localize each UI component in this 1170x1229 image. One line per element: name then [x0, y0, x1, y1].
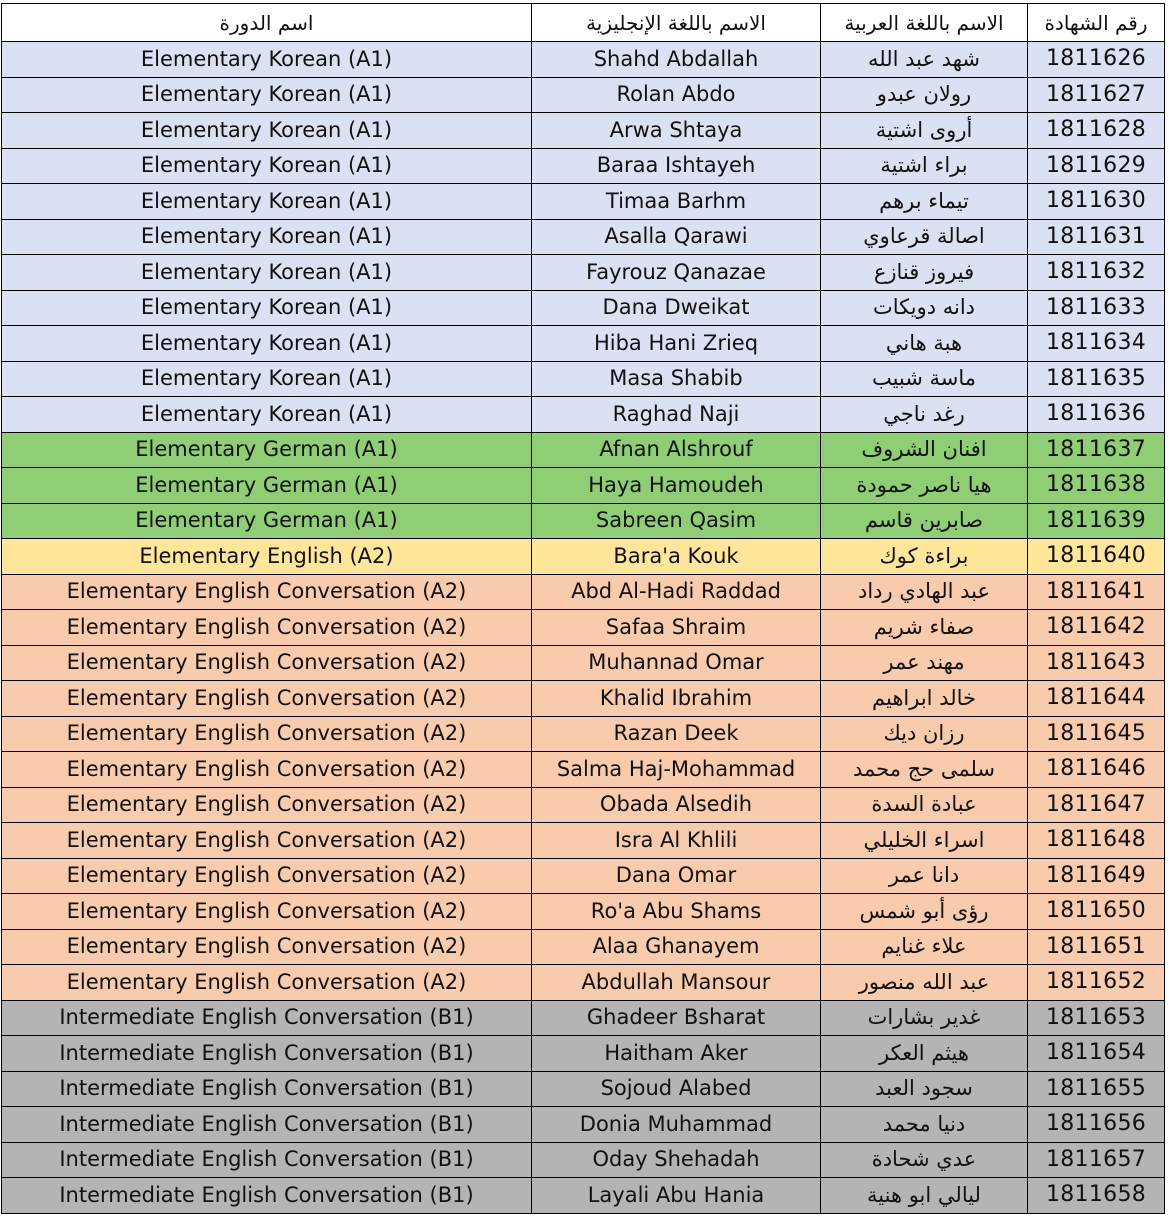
cert-no-cell: 1811626	[1028, 42, 1165, 78]
name-en-cell: Isra Al Khlili	[532, 823, 821, 859]
cert-no-cell: 1811643	[1028, 645, 1165, 681]
table-row	[2, 77, 1165, 113]
course-cell: Intermediate English Conversation (B1)	[2, 1142, 532, 1178]
name-en-cell: Baraa Ishtayeh	[532, 148, 821, 184]
header-name-ar: الاسم باللغة العربية	[821, 4, 1028, 42]
name-en-cell: Abd Al-Hadi Raddad	[532, 574, 821, 610]
table-row	[2, 823, 1165, 859]
table-row	[2, 716, 1165, 752]
course-cell: Elementary Korean (A1)	[2, 148, 532, 184]
name-ar-cell: عدي شحادة	[821, 1142, 1028, 1178]
name-en-cell: Muhannad Omar	[532, 645, 821, 681]
name-ar-cell: علاء غنايم	[821, 929, 1028, 965]
table-row	[2, 1178, 1165, 1214]
cert-no-cell: 1811628	[1028, 113, 1165, 149]
table-row	[2, 503, 1165, 539]
name-ar-cell: براءة كوك	[821, 539, 1028, 575]
course-cell: Elementary English Conversation (A2)	[2, 858, 532, 894]
course-cell: Elementary English Conversation (A2)	[2, 823, 532, 859]
table-row	[2, 645, 1165, 681]
table-row	[2, 1142, 1165, 1178]
name-en-cell: Layali Abu Hania	[532, 1178, 821, 1214]
cert-no-cell: 1811636	[1028, 397, 1165, 433]
name-ar-cell: رؤى أبو شمس	[821, 894, 1028, 930]
name-en-cell: Haya Hamoudeh	[532, 468, 821, 504]
name-en-cell: Masa Shabib	[532, 361, 821, 397]
cert-no-cell: 1811645	[1028, 716, 1165, 752]
cert-no-cell: 1811649	[1028, 858, 1165, 894]
name-ar-cell: شهد عبد الله	[821, 42, 1028, 78]
cert-no-cell: 1811658	[1028, 1178, 1165, 1214]
name-ar-cell: مهند عمر	[821, 645, 1028, 681]
certificates-table	[1, 3, 1165, 1214]
name-ar-cell: افنان الشروف	[821, 432, 1028, 468]
course-cell: Elementary Korean (A1)	[2, 361, 532, 397]
name-en-cell: Khalid Ibrahim	[532, 681, 821, 717]
name-ar-cell: هيا ناصر حمودة	[821, 468, 1028, 504]
table-row	[2, 184, 1165, 220]
name-ar-cell: رغد ناجي	[821, 397, 1028, 433]
course-cell: Elementary Korean (A1)	[2, 290, 532, 326]
name-ar-cell: اصالة قرعاوي	[821, 219, 1028, 255]
name-en-cell: Bara'a Kouk	[532, 539, 821, 575]
name-en-cell: Sabreen Qasim	[532, 503, 821, 539]
course-cell: Intermediate English Conversation (B1)	[2, 1036, 532, 1072]
header-course: اسم الدورة	[2, 4, 532, 42]
cert-no-cell: 1811635	[1028, 361, 1165, 397]
name-en-cell: Fayrouz Qanazae	[532, 255, 821, 291]
cert-no-cell: 1811652	[1028, 965, 1165, 1001]
course-cell: Elementary English Conversation (A2)	[2, 929, 532, 965]
table-row	[2, 894, 1165, 930]
name-en-cell: Hiba Hani Zrieq	[532, 326, 821, 362]
table-row	[2, 1107, 1165, 1143]
cert-no-cell: 1811637	[1028, 432, 1165, 468]
cert-no-cell: 1811644	[1028, 681, 1165, 717]
name-ar-cell: أروى اشتية	[821, 113, 1028, 149]
table-row	[2, 113, 1165, 149]
course-cell: Elementary Korean (A1)	[2, 77, 532, 113]
course-cell: Elementary Korean (A1)	[2, 255, 532, 291]
cert-no-cell: 1811638	[1028, 468, 1165, 504]
name-ar-cell: دانه دويكات	[821, 290, 1028, 326]
course-cell: Elementary German (A1)	[2, 468, 532, 504]
name-en-cell: Oday Shehadah	[532, 1142, 821, 1178]
course-cell: Elementary English Conversation (A2)	[2, 645, 532, 681]
course-cell: Elementary English Conversation (A2)	[2, 574, 532, 610]
table-row	[2, 255, 1165, 291]
table-row	[2, 1000, 1165, 1036]
name-en-cell: Shahd Abdallah	[532, 42, 821, 78]
course-cell: Intermediate English Conversation (B1)	[2, 1178, 532, 1214]
cert-no-cell: 1811655	[1028, 1071, 1165, 1107]
name-en-cell: Afnan Alshrouf	[532, 432, 821, 468]
name-en-cell: Salma Haj-Mohammad	[532, 752, 821, 788]
name-en-cell: Dana Omar	[532, 858, 821, 894]
name-en-cell: Dana Dweikat	[532, 290, 821, 326]
table-row	[2, 42, 1165, 78]
cert-no-cell: 1811629	[1028, 148, 1165, 184]
table-row	[2, 326, 1165, 362]
course-cell: Elementary German (A1)	[2, 503, 532, 539]
table-row	[2, 1036, 1165, 1072]
table-row	[2, 361, 1165, 397]
table-row	[2, 574, 1165, 610]
name-ar-cell: خالد ابراهيم	[821, 681, 1028, 717]
cert-no-cell: 1811631	[1028, 219, 1165, 255]
table-row	[2, 468, 1165, 504]
table-row	[2, 219, 1165, 255]
name-en-cell: Timaa Barhm	[532, 184, 821, 220]
header-cert-no: رقم الشهادة	[1028, 4, 1165, 42]
table-row	[2, 929, 1165, 965]
name-ar-cell: غدير بشارات	[821, 1000, 1028, 1036]
name-ar-cell: رزان ديك	[821, 716, 1028, 752]
course-cell: Elementary English Conversation (A2)	[2, 965, 532, 1001]
name-en-cell: Donia Muhammad	[532, 1107, 821, 1143]
name-ar-cell: اسراء الخليلي	[821, 823, 1028, 859]
name-ar-cell: سجود العبد	[821, 1071, 1028, 1107]
table-row	[2, 290, 1165, 326]
cert-no-cell: 1811647	[1028, 787, 1165, 823]
cert-no-cell: 1811632	[1028, 255, 1165, 291]
table-row	[2, 787, 1165, 823]
cert-no-cell: 1811654	[1028, 1036, 1165, 1072]
table-row	[2, 681, 1165, 717]
name-ar-cell: صفاء شريم	[821, 610, 1028, 646]
course-cell: Elementary Korean (A1)	[2, 113, 532, 149]
course-cell: Elementary Korean (A1)	[2, 326, 532, 362]
name-en-cell: Safaa Shraim	[532, 610, 821, 646]
table-row	[2, 1071, 1165, 1107]
table-body	[2, 42, 1165, 1214]
cert-no-cell: 1811656	[1028, 1107, 1165, 1143]
name-en-cell: Alaa Ghanayem	[532, 929, 821, 965]
name-ar-cell: دانا عمر	[821, 858, 1028, 894]
cert-no-cell: 1811646	[1028, 752, 1165, 788]
name-ar-cell: تيماء برهم	[821, 184, 1028, 220]
name-en-cell: Sojoud Alabed	[532, 1071, 821, 1107]
name-ar-cell: فيروز قنازع	[821, 255, 1028, 291]
table-row	[2, 148, 1165, 184]
course-cell: Intermediate English Conversation (B1)	[2, 1000, 532, 1036]
name-en-cell: Abdullah Mansour	[532, 965, 821, 1001]
table-header	[2, 4, 1165, 42]
course-cell: Intermediate English Conversation (B1)	[2, 1107, 532, 1143]
cert-no-cell: 1811633	[1028, 290, 1165, 326]
cert-no-cell: 1811650	[1028, 894, 1165, 930]
cert-no-cell: 1811642	[1028, 610, 1165, 646]
course-cell: Elementary Korean (A1)	[2, 184, 532, 220]
name-ar-cell: عبادة السدة	[821, 787, 1028, 823]
name-ar-cell: هيثم العكر	[821, 1036, 1028, 1072]
cert-no-cell: 1811627	[1028, 77, 1165, 113]
course-cell: Elementary English Conversation (A2)	[2, 894, 532, 930]
course-cell: Elementary English Conversation (A2)	[2, 752, 532, 788]
name-ar-cell: هبة هاني	[821, 326, 1028, 362]
name-en-cell: Arwa Shtaya	[532, 113, 821, 149]
name-en-cell: Rolan Abdo	[532, 77, 821, 113]
name-ar-cell: براء اشتية	[821, 148, 1028, 184]
course-cell: Elementary English Conversation (A2)	[2, 610, 532, 646]
name-en-cell: Asalla Qarawi	[532, 219, 821, 255]
table-row	[2, 965, 1165, 1001]
name-ar-cell: عبد الله منصور	[821, 965, 1028, 1001]
course-cell: Elementary English (A2)	[2, 539, 532, 575]
name-en-cell: Ghadeer Bsharat	[532, 1000, 821, 1036]
name-ar-cell: دنيا محمد	[821, 1107, 1028, 1143]
name-en-cell: Raghad Naji	[532, 397, 821, 433]
name-ar-cell: عبد الهادي رداد	[821, 574, 1028, 610]
header-name-en: الاسم باللغة الإنجليزية	[532, 4, 821, 42]
name-ar-cell: ليالي ابو هنية	[821, 1178, 1028, 1214]
table-row	[2, 539, 1165, 575]
name-en-cell: Ro'a Abu Shams	[532, 894, 821, 930]
table-row	[2, 397, 1165, 433]
cert-no-cell: 1811630	[1028, 184, 1165, 220]
course-cell: Elementary Korean (A1)	[2, 42, 532, 78]
name-en-cell: Razan Deek	[532, 716, 821, 752]
cert-no-cell: 1811640	[1028, 539, 1165, 575]
table-row	[2, 432, 1165, 468]
name-ar-cell: ماسة شبيب	[821, 361, 1028, 397]
name-en-cell: Obada Alsedih	[532, 787, 821, 823]
cert-no-cell: 1811639	[1028, 503, 1165, 539]
name-ar-cell: سلمى حج محمد	[821, 752, 1028, 788]
course-cell: Elementary English Conversation (A2)	[2, 716, 532, 752]
table-row	[2, 610, 1165, 646]
cert-no-cell: 1811657	[1028, 1142, 1165, 1178]
cert-no-cell: 1811648	[1028, 823, 1165, 859]
table-row	[2, 858, 1165, 894]
course-cell: Elementary German (A1)	[2, 432, 532, 468]
header-row	[2, 4, 1165, 42]
name-en-cell: Haitham Aker	[532, 1036, 821, 1072]
name-ar-cell: رولان عبدو	[821, 77, 1028, 113]
name-ar-cell: صابرين قاسم	[821, 503, 1028, 539]
course-cell: Elementary Korean (A1)	[2, 397, 532, 433]
course-cell: Intermediate English Conversation (B1)	[2, 1071, 532, 1107]
cert-no-cell: 1811641	[1028, 574, 1165, 610]
course-cell: Elementary English Conversation (A2)	[2, 681, 532, 717]
cert-no-cell: 1811634	[1028, 326, 1165, 362]
course-cell: Elementary Korean (A1)	[2, 219, 532, 255]
table-row	[2, 752, 1165, 788]
course-cell: Elementary English Conversation (A2)	[2, 787, 532, 823]
cert-no-cell: 1811653	[1028, 1000, 1165, 1036]
cert-no-cell: 1811651	[1028, 929, 1165, 965]
